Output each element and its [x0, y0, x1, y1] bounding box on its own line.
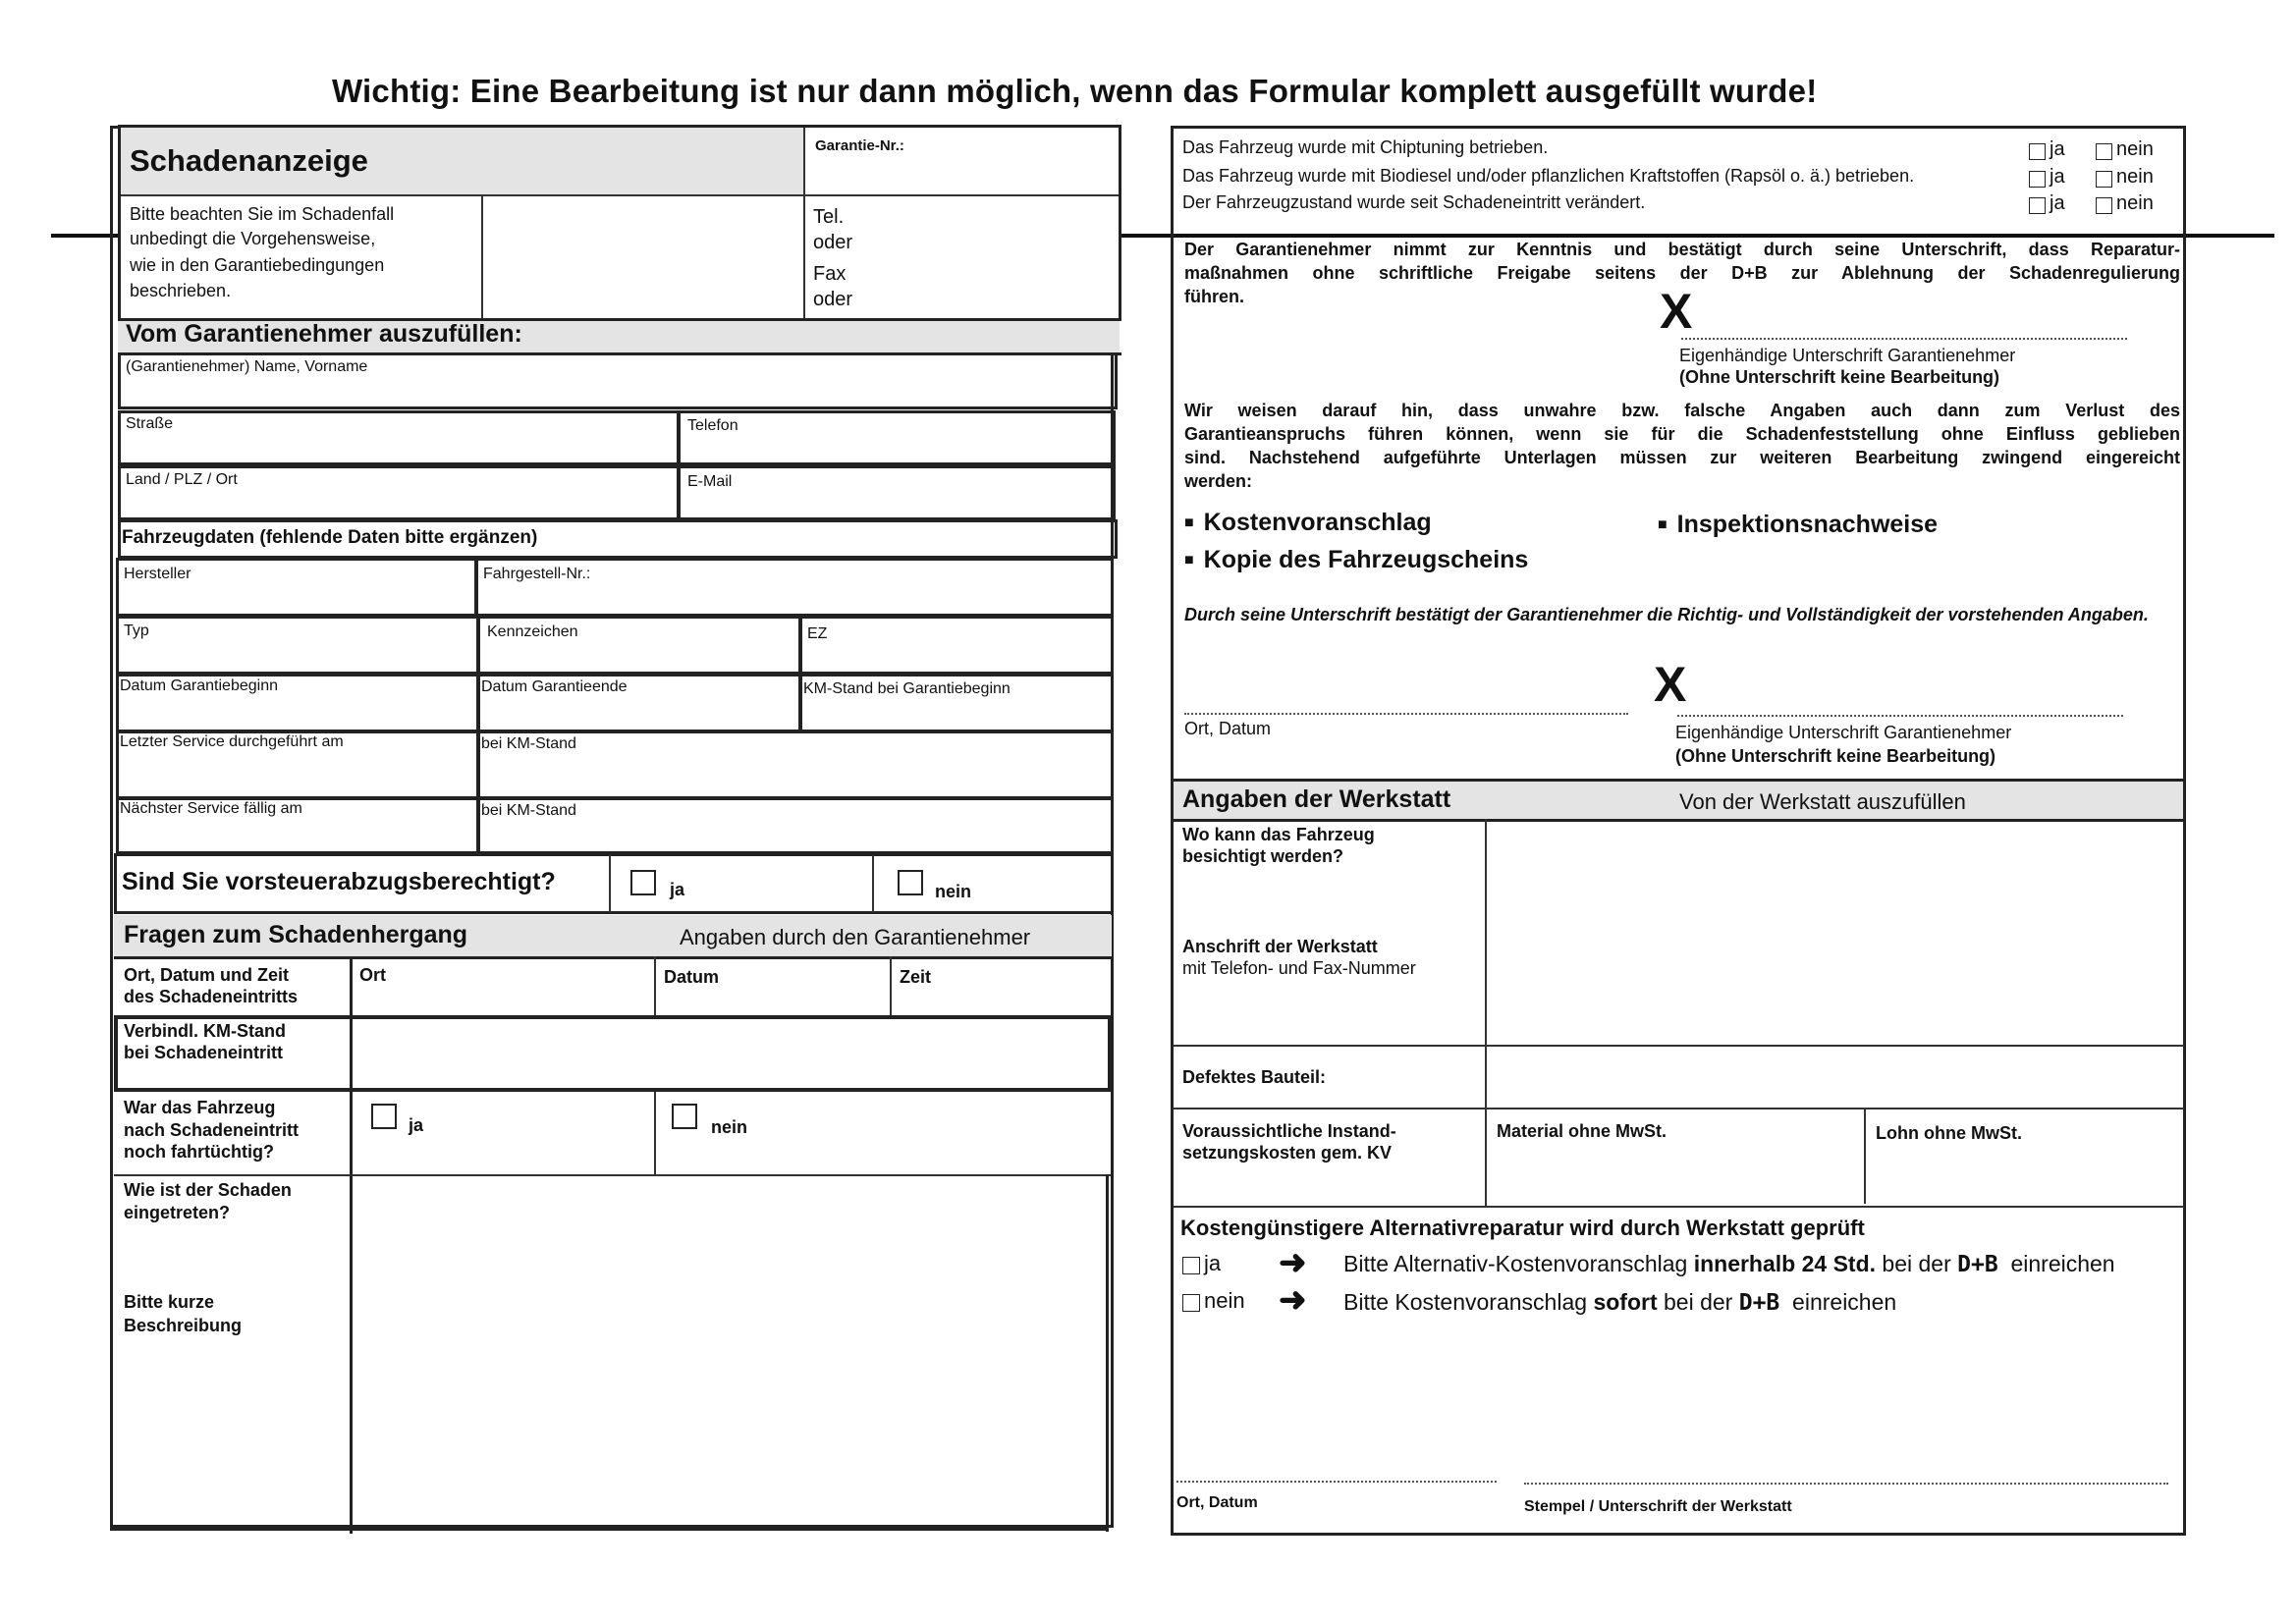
confirm-text: Durch seine Unterschrift bestätigt der Garantienehmer die Richtig- und Vollständigkeit der vorstehenden Angaben.: [1184, 605, 2149, 624]
biodiesel-ja-checkbox[interactable]: [2029, 171, 2046, 188]
vorsteuer-ja-label: ja: [670, 880, 685, 899]
datum-label: Datum: [664, 967, 720, 987]
ort-field[interactable]: [352, 958, 652, 1013]
ack-line-2: maßnahmen ohne schriftliche Freigabe seitens der D+B zur Ablehnung der Schadenregulierung: [1184, 263, 2180, 283]
km-stand-field[interactable]: [354, 1019, 1108, 1088]
name-field[interactable]: [118, 352, 1118, 409]
anschrift-label-1: Anschrift der Werkstatt: [1182, 937, 1378, 956]
beschreibung-label-2: Beschreibung: [124, 1316, 243, 1335]
typ-field[interactable]: [116, 616, 479, 675]
material-label: Material ohne MwSt.: [1497, 1121, 1667, 1141]
note-line-2: unbedingt die Vorgehensweise,: [130, 229, 376, 248]
tel-label: Tel.: [813, 206, 845, 228]
lohn-field[interactable]: [1868, 1147, 2180, 1202]
biodiesel-nein-label: nein: [2116, 166, 2154, 188]
letzter-service-label: Letzter Service durchgeführt am: [120, 733, 344, 750]
telefon-label: Telefon: [687, 417, 738, 434]
biodiesel-nein-checkbox[interactable]: [2096, 171, 2112, 188]
ack-line-3: führen.: [1184, 287, 1244, 306]
datum-field[interactable]: [656, 958, 888, 1013]
lohn-label: Lohn ohne MwSt.: [1876, 1123, 2022, 1143]
signature-note-2: (Ohne Unterschrift keine Bearbeitung): [1675, 746, 1996, 766]
strasse-field[interactable]: [118, 410, 680, 465]
doc-fahrzeugschein: ■ Kopie des Fahrzeugscheins: [1184, 546, 1528, 575]
warn-line-4: werden:: [1184, 471, 1253, 491]
footer-stempel-line[interactable]: [1524, 1483, 2168, 1485]
fahrtuechtig-label-1: War das Fahrzeug: [124, 1098, 276, 1117]
warn-line-3: sind. Nachstehend aufgeführte Unterlagen müssen zur weiteren Bearbeitung zwingend eingereicht: [1184, 448, 2180, 467]
workshop-note: Von der Werkstatt auszufüllen: [1679, 789, 1966, 814]
kennzeichen-label: Kennzeichen: [487, 623, 578, 640]
alt-nein-text: Bitte Kostenvoranschlag sofort bei der D+B einreichen: [1343, 1289, 1897, 1316]
alt-ja-checkbox[interactable]: [1182, 1257, 1200, 1274]
signature-note-1: (Ohne Unterschrift keine Bearbeitung): [1679, 367, 2000, 387]
wo-label-1: Wo kann das Fahrzeug: [1182, 825, 1375, 844]
datum-ende-label: Datum Garantieende: [481, 678, 628, 695]
wo-label-2: besichtigt werden?: [1182, 846, 1344, 866]
page-title: Wichtig: Eine Bearbeitung ist nur dann möglich, wenn das Formular komplett ausgefüllt wurde!: [332, 73, 1818, 109]
km-stand-label-1: Verbindl. KM-Stand: [124, 1021, 287, 1041]
workshop-section: Angaben der Werkstatt: [1182, 785, 1451, 813]
note-line-4: beschrieben.: [130, 281, 232, 300]
ort-label: Ort: [359, 965, 386, 985]
warn-line-1: Wir weisen darauf hin, dass unwahre bzw. falsche Angaben auch dann zum Verlust des: [1184, 401, 2180, 420]
fahrgestell-label: Fahrgestell-Nr.:: [483, 566, 591, 582]
footer-ort-datum-label: Ort, Datum: [1176, 1494, 1258, 1511]
section-owner: Vom Garantienehmer auszufüllen:: [126, 320, 522, 348]
signature-line-1[interactable]: [1681, 338, 2127, 340]
note-line-1: Bitte beachten Sie im Schadenfall: [130, 204, 395, 224]
ort-datum-line[interactable]: [1184, 713, 1628, 715]
zeit-label: Zeit: [900, 967, 932, 987]
ez-label: EZ: [807, 625, 828, 642]
beschreibung-field[interactable]: [354, 1178, 1104, 1524]
ort-datum-label: Ort, Datum: [1184, 719, 1272, 738]
fahrtuechtig-label-2: nach Schadeneintritt: [124, 1120, 300, 1140]
note-line-3: wie in den Garantiebedingungen: [130, 255, 385, 275]
typ-label: Typ: [124, 622, 149, 639]
email-field[interactable]: [678, 465, 1116, 520]
zustand-nein-checkbox[interactable]: [2096, 197, 2112, 214]
zustand-ja-checkbox[interactable]: [2029, 197, 2046, 214]
signature-mark-2: X: [1654, 657, 1687, 712]
zeit-field[interactable]: [892, 958, 1108, 1013]
vorsteuer-ja-checkbox[interactable]: [630, 870, 656, 895]
chiptuning-ja-label: ja: [2050, 138, 2065, 160]
name-label: (Garantienehmer) Name, Vorname: [126, 358, 368, 375]
datum-beginn-label: Datum Garantiebeginn: [120, 677, 278, 694]
bauteil-label: Defektes Bauteil:: [1182, 1067, 1327, 1087]
vorsteuer-nein-checkbox[interactable]: [898, 870, 923, 895]
ack-line-1: Der Garantienehmer nimmt zur Kenntnis und bestätigt durch seine Unterschrift, dass Reparatur-: [1184, 240, 2180, 259]
chiptuning-ja-checkbox[interactable]: [2029, 143, 2046, 160]
fahrtuechtig-ja-label: ja: [409, 1115, 424, 1135]
bei-km-label-2: bei KM-Stand: [481, 802, 576, 819]
zustand-ja-label: ja: [2050, 192, 2065, 214]
signature-label-2: Eigenhändige Unterschrift Garantienehmer: [1675, 723, 2012, 742]
statement-1: Das Fahrzeug wurde mit Chiptuning betrieben.: [1182, 137, 1549, 157]
chiptuning-nein-checkbox[interactable]: [2096, 143, 2112, 160]
arrow-nein-icon: ➜: [1279, 1281, 1307, 1319]
signature-mark-1: X: [1660, 284, 1693, 339]
section-fragen-note: Angaben durch den Garantienehmer: [680, 925, 1031, 949]
fahrtuechtig-ja-checkbox[interactable]: [371, 1104, 397, 1129]
beschreibung-label-1: Bitte kurze: [124, 1292, 215, 1312]
alt-ja-label: ja: [1204, 1251, 1222, 1275]
vorsteuer-question: Sind Sie vorsteuerabzugsberechtigt?: [122, 868, 556, 895]
bauteil-field[interactable]: [1489, 1049, 2180, 1106]
km-stand-label-2: bei Schadeneintritt: [124, 1043, 284, 1062]
naechster-service-label: Nächster Service fällig am: [120, 800, 302, 817]
email-label: E-Mail: [687, 473, 733, 490]
garantie-nr-label: Garantie-Nr.:: [815, 137, 904, 154]
telefon-field[interactable]: [678, 410, 1116, 465]
oder-label-1: oder: [813, 232, 853, 253]
statement-3: Der Fahrzeugzustand wurde seit Schadeneintritt verändert.: [1182, 192, 1646, 212]
ez-field[interactable]: [799, 616, 1114, 675]
km-beginn-label: KM-Stand bei Garantiebeginn: [803, 680, 1011, 697]
oder-label-2: oder: [813, 289, 853, 310]
form-title: Schadenanzeige: [130, 143, 368, 178]
ort-datum-zeit-label-2: des Schadeneintritts: [124, 987, 299, 1006]
vorsteuer-nein-label: nein: [935, 882, 972, 901]
arrow-ja-icon: ➜: [1279, 1244, 1307, 1281]
signature-label-1: Eigenhändige Unterschrift Garantienehmer: [1679, 346, 2016, 365]
biodiesel-ja-label: ja: [2050, 166, 2065, 188]
land-label: Land / PLZ / Ort: [126, 471, 238, 488]
strasse-label: Straße: [126, 415, 174, 432]
fahrtuechtig-nein-checkbox[interactable]: [672, 1104, 697, 1129]
alt-nein-checkbox[interactable]: [1182, 1294, 1200, 1312]
wie-label-2: eingetreten?: [124, 1203, 231, 1222]
fahrtuechtig-nein-label: nein: [711, 1117, 748, 1137]
footer-ort-datum-line[interactable]: [1176, 1481, 1497, 1483]
material-field[interactable]: [1489, 1147, 1860, 1202]
signature-line-2[interactable]: [1677, 715, 2123, 717]
anschrift-label-2: mit Telefon- und Fax-Nummer: [1182, 958, 1416, 978]
doc-inspektionsnachweise: ■ Inspektionsnachweise: [1658, 511, 1938, 540]
kosten-label-1: Voraussichtliche Instand-: [1182, 1121, 1396, 1141]
section-vehicle: Fahrzeugdaten (fehlende Daten bitte ergänzen): [122, 527, 538, 548]
section-fragen: Fragen zum Schadenhergang: [124, 921, 468, 948]
footer-stempel-label: Stempel / Unterschrift der Werkstatt: [1524, 1498, 1792, 1515]
zustand-nein-label: nein: [2116, 192, 2154, 214]
fahrtuechtig-label-3: noch fahrtüchtig?: [124, 1142, 274, 1162]
alt-title: Kostengünstigere Alternativreparatur wird durch Werkstatt geprüft: [1180, 1216, 1865, 1240]
bei-km-label-1: bei KM-Stand: [481, 735, 576, 752]
alt-ja-text: Bitte Alternativ-Kostenvoranschlag innerhalb 24 Std. bei der D+B einreichen: [1343, 1251, 2115, 1277]
werkstatt-address-field[interactable]: [1489, 823, 2180, 1043]
statement-2: Das Fahrzeug wurde mit Biodiesel und/oder pflanzlichen Kraftstoffen (Rapsöl o. ä.) betrieben.: [1182, 166, 1915, 186]
doc-kostenvoranschlag: ■ Kostenvoranschlag: [1184, 509, 1432, 538]
wie-label-1: Wie ist der Schaden: [124, 1180, 292, 1200]
chiptuning-nein-label: nein: [2116, 138, 2154, 160]
ort-datum-zeit-label-1: Ort, Datum und Zeit: [124, 965, 289, 985]
alt-nein-label: nein: [1204, 1288, 1245, 1313]
fax-label: Fax: [813, 263, 847, 285]
warn-line-2: Garantieanspruchs führen können, wenn sie für die Schadenfeststellung ohne Einfluss geblieben: [1184, 424, 2180, 444]
hersteller-label: Hersteller: [124, 566, 191, 582]
kosten-label-2: setzungskosten gem. KV: [1182, 1143, 1393, 1163]
